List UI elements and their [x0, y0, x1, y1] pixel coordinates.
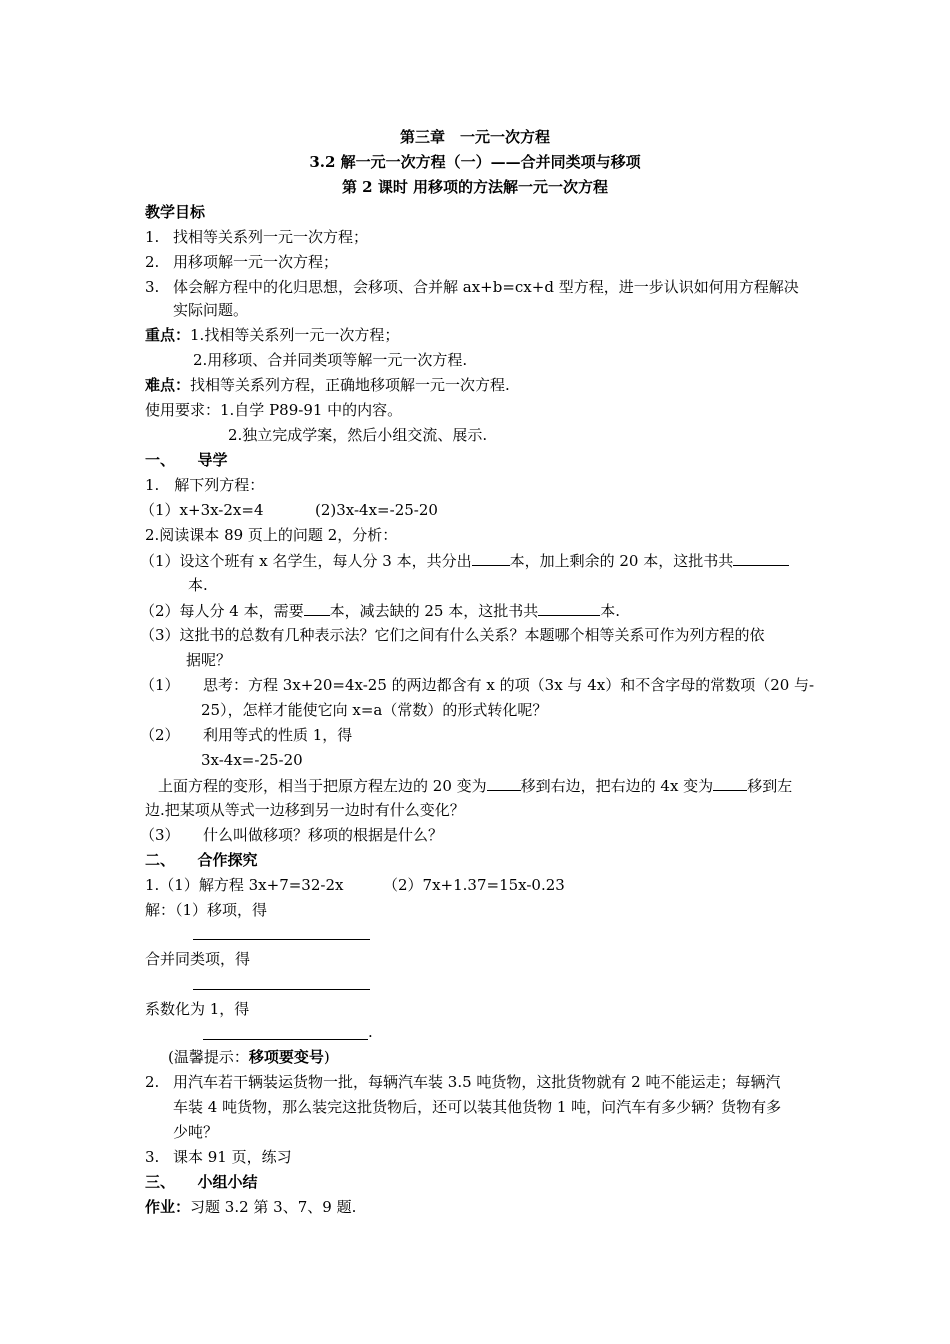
solution-step-combine: 合并同类项，得: [145, 950, 251, 968]
goal-num-1: 1.: [145, 228, 160, 246]
part1-heading: 一、 导学: [145, 451, 228, 469]
solution-step-coefficient: 系数化为 1，得: [145, 1000, 250, 1018]
lesson-title: 第 2 课时 用移项的方法解一元一次方程: [341, 178, 609, 196]
transform-paragraph-cont: 边.把某项从等式一边移到另一边时有什么变化？: [145, 801, 465, 819]
difficulty: [145, 375, 510, 395]
blank: [538, 600, 600, 616]
think-num-2: （2）: [140, 726, 180, 744]
tip-suffix: ): [323, 1048, 330, 1066]
key-points: [145, 325, 399, 345]
answer-line-1[interactable]: [193, 939, 370, 940]
blank: [487, 775, 521, 791]
blank: [733, 550, 789, 566]
blank: [713, 775, 747, 791]
sub2-text-c: 本.: [600, 602, 621, 620]
answer-period: .: [368, 1023, 373, 1041]
part1-sub1-cont: 本.: [188, 576, 208, 594]
answer-line-2[interactable]: [193, 989, 370, 990]
goal-num-3: 3.: [145, 278, 160, 296]
part2-example-1: 1.（1）解方程 3x+7=32-2x: [145, 876, 344, 894]
key-line-1: 1.找相等关系列一元一次方程；: [190, 326, 400, 344]
part1-sub3: （3）这批书的总数有几种表示法？它们之间有什么关系？本题哪个相等关系可作为列方程的依: [140, 626, 765, 644]
transform-text-a: 上面方程的变形，相当于把原方程左边的 20 变为: [158, 777, 487, 795]
think-text-1-cont: 25），怎样才能使它向 x=a（常数）的形式转化呢？: [201, 701, 548, 719]
goal-text-3-cont: 实际问题。: [173, 301, 249, 319]
part2-q2-line-2: 车装 4 吨货物，那么装完这批货物后，还可以装其他货物 1 吨，问汽车有多少辆？货物有多: [173, 1098, 782, 1116]
solution-step-move: 解：（1）移项，得: [145, 901, 268, 919]
transform-paragraph: [158, 775, 792, 796]
part3-heading: 三、 小组小结: [145, 1173, 258, 1191]
part1-q1-equation-2: (2)3x-4x=-25-20: [315, 501, 438, 519]
think-num-3: （3）: [140, 826, 180, 844]
section-title: 3.2 解一元一次方程（一）——合并同类项与移项: [309, 153, 641, 171]
part1-sub2: [140, 600, 620, 621]
think-text-2: 利用等式的性质 1，得: [203, 726, 353, 744]
key-label: 重点：: [145, 326, 191, 344]
homework: [145, 1197, 356, 1217]
part2-q2-line-1: 用汽车若干辆装运货物一批，每辆汽车装 3.5 吨货物，这批货物就有 2 吨不能运走；每辆汽: [173, 1073, 781, 1091]
sub2-text-b: 本，减去缺的 25 本，这批书共: [329, 602, 539, 620]
chapter-title: 第三章 一元一次方程: [399, 128, 550, 146]
think-num-1: （1）: [140, 676, 180, 694]
part1-sub1: [140, 550, 789, 571]
part2-q3-num: 3.: [145, 1148, 160, 1166]
transform-text-b: 移到右边，把右边的 4x 变为: [520, 777, 714, 795]
part2-q2-num: 2.: [145, 1073, 160, 1091]
part2-heading: 二、 合作探究: [145, 851, 258, 869]
transform-text-c: 移到左: [747, 777, 793, 795]
tip-prefix: (温馨提示：: [168, 1048, 249, 1066]
usage-line-2: 2.独立完成学案，然后小组交流、展示.: [228, 426, 488, 444]
answer-line-3[interactable]: [203, 1039, 368, 1040]
part2-q2-line-3: 少吨？: [173, 1123, 219, 1141]
homework-label: 作业：: [145, 1198, 191, 1216]
key-line-2: 2.用移项、合并同类项等解一元一次方程.: [193, 351, 468, 369]
tip-emphasis: 移项要变号: [248, 1048, 324, 1066]
goals-heading: 教学目标: [145, 203, 206, 221]
homework-text: 习题 3.2 第 3、7、9 题.: [190, 1198, 357, 1216]
goal-text-2: 用移项解一元一次方程；: [173, 253, 339, 271]
think-text-1: 思考：方程 3x+20=4x-25 的两边都含有 x 的项（3x 与 4x）和不含字母的常数项（20 与-: [203, 676, 815, 694]
blank: [472, 550, 510, 566]
tip: [168, 1047, 330, 1067]
part1-q2: 2.阅读课本 89 页上的问题 2，分析：: [145, 526, 398, 544]
goal-num-2: 2.: [145, 253, 160, 271]
goal-text-3: 体会解方程中的化归思想，会移项、合并解 ax+b=cx+d 型方程，进一步认识如何用方程解决: [173, 278, 799, 296]
goal-text-1: 找相等关系列一元一次方程；: [173, 228, 369, 246]
blank: [304, 600, 330, 616]
part2-q3-text: 课本 91 页，练习: [173, 1148, 292, 1166]
sub2-text-a: （2）每人分 4 本，需要: [140, 602, 304, 620]
part1-q1-label: 1. 解下列方程：: [145, 476, 265, 494]
difficulty-text: 找相等关系列方程，正确地移项解一元一次方程.: [190, 376, 510, 394]
sub1-text-b: 本，加上剩余的 20 本，这批书共: [509, 552, 734, 570]
think-text-3: 什么叫做移项？移项的根据是什么？: [203, 826, 444, 844]
difficulty-label: 难点：: [145, 376, 191, 394]
think-equation: 3x-4x=-25-20: [201, 751, 303, 769]
part1-sub3-cont: 据呢？: [186, 651, 232, 669]
part1-q1-equation-1: （1）x+3x-2x=4: [140, 501, 264, 519]
usage-line-1: 使用要求：1.自学 P89-91 中的内容。: [145, 401, 403, 419]
part2-example-2: （2）7x+1.37=15x-0.23: [383, 876, 565, 894]
sub1-text-a: （1）设这个班有 x 名学生，每人分 3 本，共分出: [140, 552, 472, 570]
